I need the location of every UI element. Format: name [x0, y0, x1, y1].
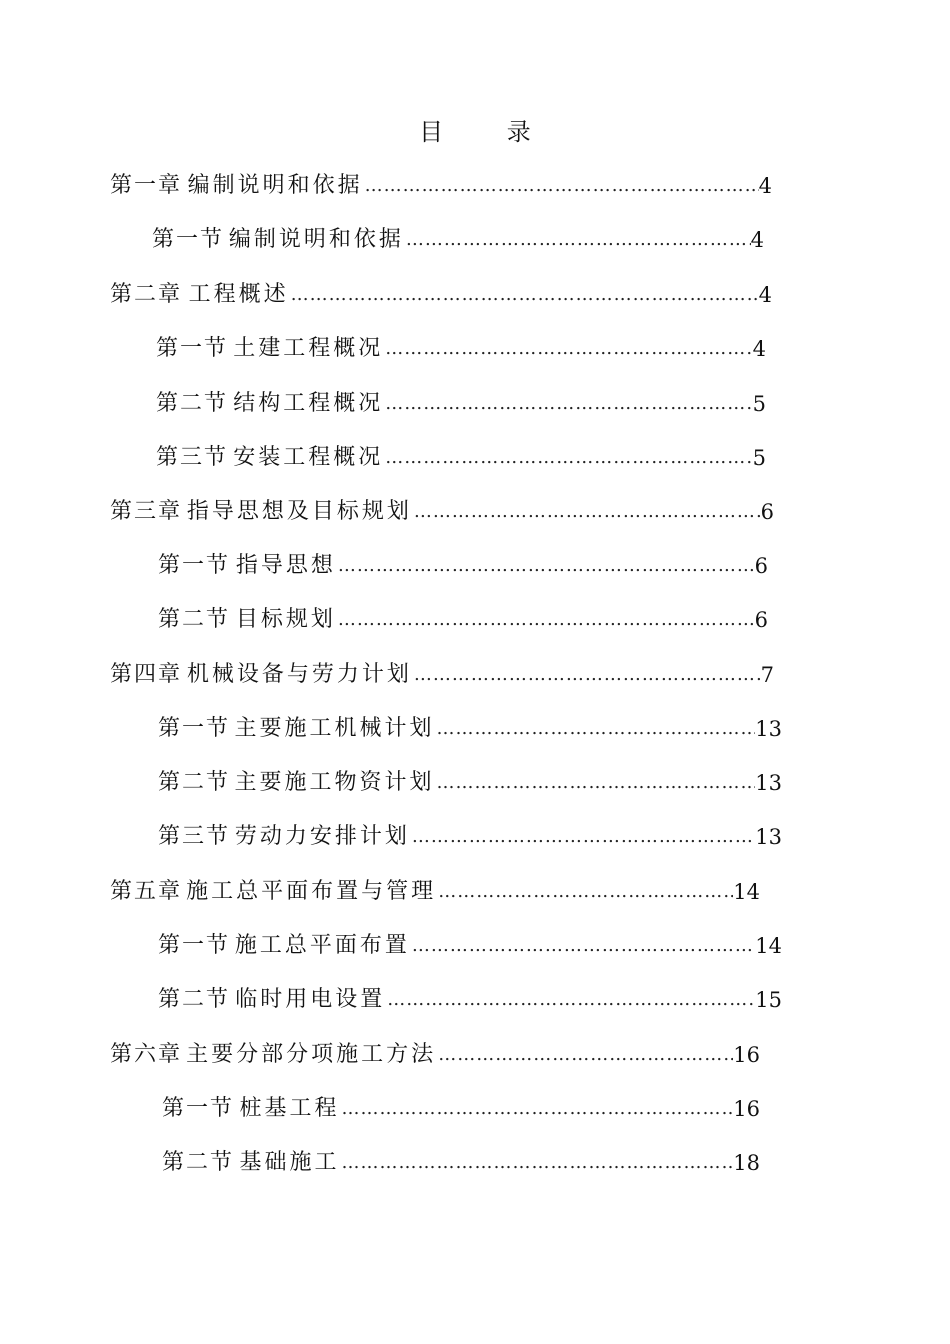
dot-leader [336, 544, 755, 588]
entry-page-number: 16 [733, 1043, 760, 1067]
toc-entry-section[interactable] [162, 1087, 760, 1131]
entry-page-number: 4 [758, 283, 772, 307]
dot-leader [385, 978, 755, 1022]
toc-entry-section[interactable] [158, 707, 782, 751]
entry-title: 主要施工物资计划 [234, 770, 435, 795]
dot-leader [410, 815, 755, 859]
entry-number: 第二节 [158, 607, 231, 632]
entry-number: 第五章 [110, 879, 183, 904]
entry-title: 编制说明和依据 [228, 227, 404, 252]
toc-entry-section[interactable] [158, 544, 768, 588]
entry-title: 临时用电设置 [235, 987, 386, 1012]
entry-number: 第四章 [110, 662, 183, 687]
entry-number: 第一节 [152, 227, 225, 252]
toc-entry-section[interactable] [158, 761, 782, 805]
entry-page-number: 4 [758, 174, 772, 198]
entry-number: 第一节 [156, 336, 229, 361]
entry-title: 安装工程概况 [233, 445, 384, 470]
dot-leader [412, 490, 761, 534]
entry-number: 第三节 [158, 824, 231, 849]
toc-entry-section[interactable] [156, 382, 766, 426]
entry-number: 第三章 [110, 499, 183, 524]
entry-title: 机械设备与劳力计划 [186, 662, 412, 687]
entry-page-number: 14 [755, 934, 782, 958]
dot-leader [436, 870, 733, 914]
entry-number: 第二节 [158, 987, 231, 1012]
toc-entry-chapter[interactable] [110, 1033, 760, 1077]
entry-page-number: 13 [755, 717, 782, 741]
entry-title: 桩基工程 [239, 1096, 340, 1121]
toc-entry-chapter[interactable] [110, 273, 772, 317]
toc-entry-chapter[interactable] [110, 490, 774, 534]
entry-page-number: 7 [760, 663, 774, 687]
toc-entry-section[interactable] [152, 218, 764, 262]
toc-entry-section[interactable] [158, 815, 782, 859]
entry-number: 第一节 [158, 933, 231, 958]
dot-leader [336, 598, 755, 642]
toc-entry-section[interactable] [158, 924, 782, 968]
entry-title: 指导思想 [235, 553, 336, 578]
entry-page-number: 15 [755, 988, 782, 1012]
entry-page-number: 6 [754, 554, 768, 578]
entry-title: 主要分部分项施工方法 [186, 1042, 437, 1067]
entry-title: 目标规划 [235, 607, 336, 632]
entry-number: 第一节 [158, 553, 231, 578]
dot-leader [435, 761, 756, 805]
toc-entry-section[interactable] [162, 1141, 760, 1185]
entry-number: 第一节 [162, 1096, 235, 1121]
toc-entry-chapter[interactable] [110, 653, 774, 697]
entry-page-number: 16 [733, 1097, 760, 1121]
entry-number: 第一节 [158, 716, 231, 741]
entry-number: 第六章 [110, 1042, 183, 1067]
entry-title: 基础施工 [239, 1150, 340, 1175]
entry-title: 施工总平面布置与管理 [186, 879, 437, 904]
entry-title: 主要施工机械计划 [234, 716, 435, 741]
entry-page-number: 6 [760, 500, 774, 524]
entry-number: 第二节 [156, 391, 229, 416]
dot-leader [289, 273, 759, 317]
dot-leader [412, 653, 761, 697]
entry-title: 工程概述 [188, 282, 289, 307]
entry-page-number: 13 [755, 771, 782, 795]
dot-leader [363, 164, 759, 208]
dot-leader [410, 924, 755, 968]
dot-leader [383, 436, 752, 480]
toc-entry-chapter[interactable] [110, 164, 772, 208]
dot-leader [436, 1033, 733, 1077]
toc-entry-chapter[interactable] [110, 870, 760, 914]
entry-page-number: 4 [752, 337, 766, 361]
dot-leader [383, 327, 752, 371]
entry-page-number: 5 [752, 446, 766, 470]
entry-page-number: 5 [752, 392, 766, 416]
entry-number: 第二章 [110, 282, 183, 307]
entry-page-number: 13 [755, 825, 782, 849]
entry-title: 劳动力安排计划 [234, 824, 410, 849]
entry-page-number: 6 [754, 608, 768, 632]
dot-leader [340, 1141, 734, 1185]
entry-page-number: 14 [733, 880, 760, 904]
toc-entry-section[interactable] [158, 598, 768, 642]
toc-entry-section[interactable] [158, 978, 782, 1022]
entry-title: 施工总平面布置 [234, 933, 410, 958]
entry-number: 第三节 [156, 445, 229, 470]
dot-leader [340, 1087, 734, 1131]
toc-entry-section[interactable] [156, 327, 766, 371]
toc-entry-section[interactable] [156, 436, 766, 480]
entry-page-number: 18 [733, 1151, 760, 1175]
entry-number: 第一章 [110, 173, 183, 198]
entry-number: 第二节 [158, 770, 231, 795]
entry-title: 土建工程概况 [233, 336, 384, 361]
dot-leader [435, 707, 756, 751]
entry-title: 结构工程概况 [233, 391, 384, 416]
entry-number: 第二节 [162, 1150, 235, 1175]
dot-leader [383, 382, 752, 426]
dot-leader [404, 218, 751, 262]
entry-title: 指导思想及目标规划 [186, 499, 412, 524]
page-title: 目 录 [419, 118, 559, 146]
entry-title: 编制说明和依据 [187, 173, 363, 198]
entry-page-number: 4 [750, 228, 764, 252]
